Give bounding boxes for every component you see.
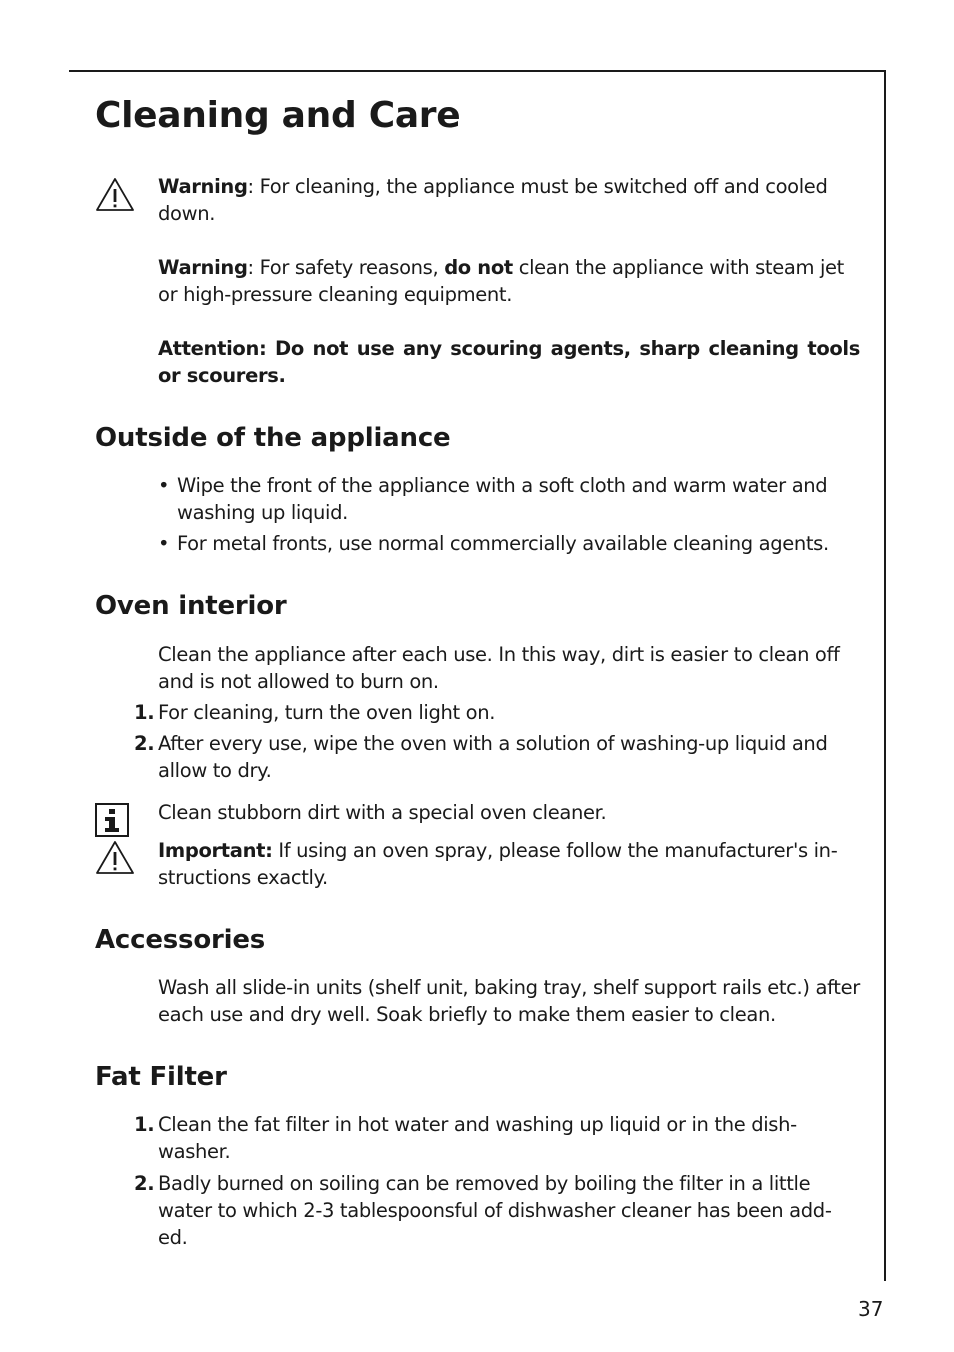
oven-intro: Clean the appliance after each use. In this way, dirt is easier to clean off and is not allowed to burn on. (158, 643, 840, 693)
step-number: 2. (134, 732, 155, 755)
list-item (134, 1111, 860, 1165)
important-label: Important: (158, 839, 273, 862)
top-rule (69, 70, 886, 72)
bullet: • (158, 532, 170, 555)
warning-text: : For safety reasons, (247, 256, 445, 279)
info-icon (95, 803, 129, 837)
warning-text: clean the appliance with steam jet or high-pressure cleaning equipment. (158, 256, 844, 306)
list-item-text: For metal fronts, use normal commercially available cleaning agents. (177, 532, 829, 555)
warning-triangle-icon (95, 840, 135, 876)
step-text-line: Badly burned on soiling can be removed by boiling the filter in a little (158, 1172, 811, 1195)
important-text: structions exactly. (158, 866, 328, 889)
warning-switch-off (158, 173, 860, 227)
warning-emphasis: do not (444, 256, 513, 279)
attention-note: Attention: Do not use any scouring agents, sharp cleaning tools or scourers. (158, 337, 860, 387)
step-text (158, 1170, 860, 1251)
warning-text: : For cleaning, the appliance must be switched off and cooled down. (158, 175, 828, 225)
list-item (134, 699, 860, 726)
section-heading-accessories: Accessories (95, 925, 266, 955)
step-text: For cleaning, turn the oven light on. (158, 701, 496, 724)
warning-label: Warning (158, 175, 248, 198)
step-text-line: ed. (158, 1226, 188, 1249)
accessories-text: Wash all slide-in units (shelf unit, baking tray, shelf support rails etc.) after each use and dry well. Soak briefly to make them easier to clean. (158, 976, 860, 1026)
step-number: 2. (134, 1172, 155, 1195)
step-text-line: Clean the fat filter in hot water and washing up liquid or in the dish- (158, 1113, 797, 1136)
warning-steam (158, 254, 860, 308)
step-text: After every use, wipe the oven with a solution of washing-up liquid and allow to dry. (158, 732, 828, 782)
important-note (158, 837, 860, 891)
section-heading-outside: Outside of the appliance (95, 423, 451, 453)
page-title: Cleaning and Care (95, 95, 461, 136)
page-number: 37 (858, 1297, 884, 1321)
list-item (134, 730, 860, 784)
section-heading-fat-filter: Fat Filter (95, 1062, 227, 1092)
info-tip: Clean stubborn dirt with a special oven cleaner. (158, 801, 607, 824)
bullet: • (158, 474, 170, 497)
important-text: If using an oven spray, please follow the manufacturer's in- (272, 839, 838, 862)
step-number: 1. (134, 701, 155, 724)
list-item (158, 472, 860, 526)
list-item-text: Wipe the front of the appliance with a soft cloth and warm water and washing up liquid. (177, 474, 828, 524)
warning-triangle-icon (95, 177, 135, 213)
list-item (158, 530, 860, 557)
step-number: 1. (134, 1113, 155, 1136)
section-heading-oven: Oven interior (95, 591, 287, 621)
list-item (134, 1170, 860, 1251)
step-text-line: washer. (158, 1140, 231, 1163)
warning-label: Warning (158, 256, 248, 279)
step-text (158, 1111, 860, 1165)
right-rule (884, 70, 886, 1281)
step-text-line: water to which 2-3 tablespoonsful of dishwasher cleaner has been add- (158, 1199, 832, 1222)
